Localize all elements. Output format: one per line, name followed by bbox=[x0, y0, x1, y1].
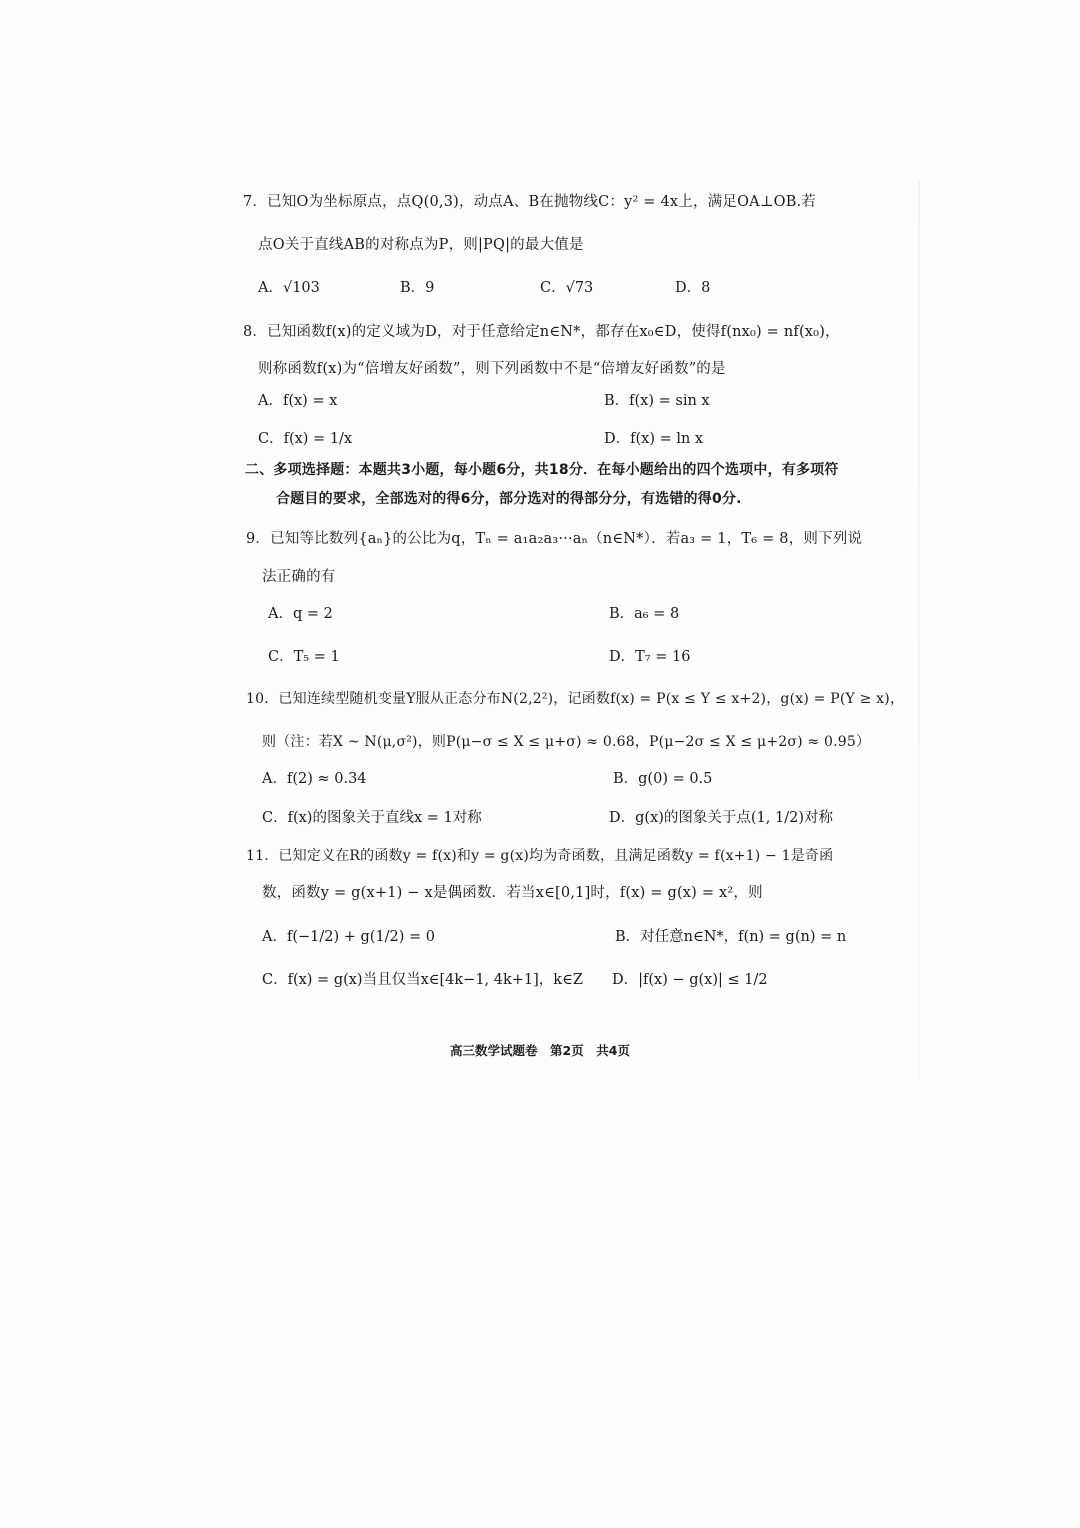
question-7-line-1: 7．已知O为坐标原点，点Q(0,3)，动点A、B在抛物线C：y² = 4x上，满足OA⊥OB.若 bbox=[243, 194, 817, 210]
question-11-option-d: D．|f(x) − g(x)| ≤ 1/2 bbox=[612, 972, 768, 988]
question-10-option-b: B．g(0) = 0.5 bbox=[613, 771, 713, 787]
question-10-line-1: 10．已知连续型随机变量Y服从正态分布N(2,2²)，记函数f(x) = P(x ≤ Y ≤ x+2)，g(x) = P(Y ≥ x)， bbox=[246, 691, 905, 707]
question-9-option-d: D．T₇ = 16 bbox=[609, 649, 691, 665]
question-8-option-b: B．f(x) = sin x bbox=[604, 393, 710, 409]
question-9-option-b: B．a₆ = 8 bbox=[609, 606, 680, 622]
question-10-option-d: D．g(x)的图象关于点(1, 1/2)对称 bbox=[609, 810, 833, 826]
question-9-line-1: 9．已知等比数列{aₙ}的公比为q，Tₙ = a₁a₂a₃···aₙ（n∈N*）．若a₃ = 1，T₆ = 8，则下列说 bbox=[246, 531, 863, 547]
question-7-option-a: A．√103 bbox=[258, 280, 320, 296]
question-11-option-a: A．f(−1/2) + g(1/2) = 0 bbox=[262, 929, 436, 945]
question-7-option-b: B．9 bbox=[400, 280, 435, 296]
question-10-option-c: C．f(x)的图象关于直线x = 1对称 bbox=[262, 810, 482, 826]
question-8-option-a: A．f(x) = x bbox=[258, 393, 338, 409]
question-7-option-c: C．√73 bbox=[540, 280, 594, 296]
question-11-line-1: 11．已知定义在R的函数y = f(x)和y = g(x)均为奇函数，且满足函数y = f(x+1) − 1是奇函 bbox=[246, 848, 834, 864]
question-8-option-d: D．f(x) = ln x bbox=[604, 431, 704, 447]
question-11-option-c: C．f(x) = g(x)当且仅当x∈[4k−1, 4k+1]，k∈Z bbox=[262, 972, 583, 988]
question-10-line-2: 则（注：若X ~ N(μ,σ²)，则P(μ−σ ≤ X ≤ μ+σ) ≈ 0.68，P(μ−2σ ≤ X ≤ μ+2σ) ≈ 0.95） bbox=[262, 734, 871, 750]
question-9-option-c: C．T₅ = 1 bbox=[268, 649, 340, 665]
question-11-option-b: B．对任意n∈N*，f(n) = g(n) = n bbox=[615, 929, 847, 945]
question-11-line-2: 数，函数y = g(x+1) − x是偶函数．若当x∈[0,1]时，f(x) = g(x) = x²，则 bbox=[262, 885, 763, 901]
question-7-line-2: 点O关于直线AB的对称点为P，则|PQ|的最大值是 bbox=[258, 237, 584, 253]
question-7-option-d: D．8 bbox=[675, 280, 711, 296]
question-9-option-a: A．q = 2 bbox=[268, 606, 333, 622]
question-8-line-1: 8．已知函数f(x)的定义域为D，对于任意给定n∈N*，都存在x₀∈D，使得f(nx₀) = nf(x₀)， bbox=[243, 324, 840, 340]
question-9-line-2: 法正确的有 bbox=[262, 569, 336, 585]
section-2-heading-line-1: 二、多项选择题：本题共3小题，每小题6分，共18分．在每小题给出的四个选项中，有多项符 bbox=[245, 462, 839, 478]
section-2-heading-line-2: 合题目的要求，全部选对的得6分，部分选对的得部分分，有选错的得0分. bbox=[276, 491, 742, 507]
page-footer: 高三数学试题卷 第2页 共4页 bbox=[450, 1043, 630, 1058]
question-10-option-a: A．f(2) ≈ 0.34 bbox=[262, 771, 367, 787]
question-8-option-c: C．f(x) = 1/x bbox=[258, 431, 353, 447]
question-8-line-2: 则称函数f(x)为“倍增友好函数”，则下列函数中不是“倍增友好函数”的是 bbox=[258, 361, 726, 377]
